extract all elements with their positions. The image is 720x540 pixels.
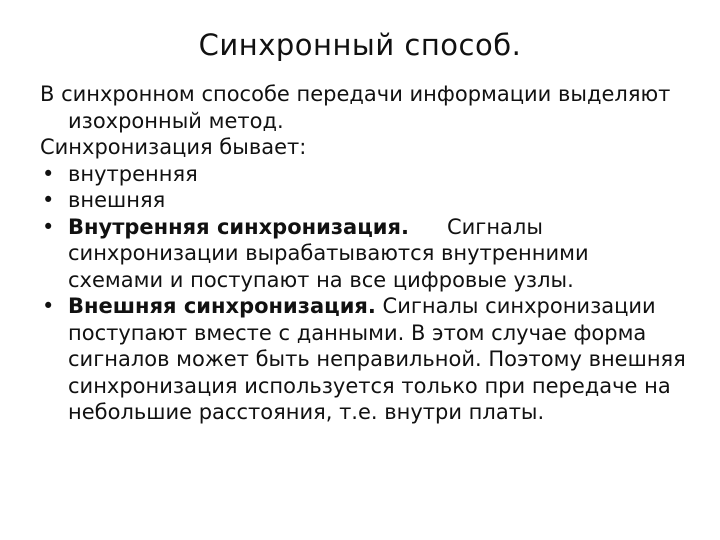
- list-item-internal: [40, 161, 690, 188]
- intro-paragraph: В синхронном способе передачи информации выделяют изохронный метод.: [40, 82, 671, 133]
- slide-body: [40, 81, 690, 426]
- sync-heading: Синхронизация бывает:: [40, 135, 307, 159]
- bullet-icon: •: [42, 214, 55, 239]
- list-item-internal-sync: [40, 214, 690, 294]
- list-item-text: Сигналы синхронизации поступают вместе с данными. В этом случае форма сигналов может быть неправильной. Поэтому внешняя синхронизация используется только при передаче на небольшие расстояния, т.е. внутри платы.: [68, 294, 686, 424]
- bullet-icon: •: [42, 294, 55, 318]
- bullet-icon: •: [42, 188, 55, 212]
- bullet-icon: •: [42, 161, 55, 186]
- list-item-text: Сигналы синхронизации вырабатываются внутренними схемами и поступают на все цифровые узлы.: [68, 214, 589, 292]
- list-item-external-sync: [40, 293, 690, 426]
- list-item-bold-term: Внутренняя синхронизация.: [68, 214, 409, 239]
- list-item-text: внутренняя: [68, 161, 198, 186]
- list-item-bold-term: Внешняя синхронизация.: [68, 294, 376, 318]
- list-item-text: внешняя: [68, 188, 166, 212]
- list-item-external: [40, 187, 690, 214]
- slide-title: Синхронный способ.: [198, 28, 522, 62]
